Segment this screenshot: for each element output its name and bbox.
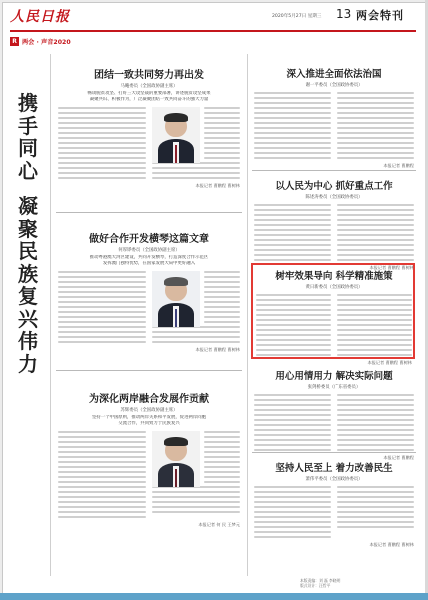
- masthead-rule: [10, 30, 416, 32]
- article-byline: 黄日新委员（全国政协委员）: [305, 285, 363, 290]
- article-byline: 马飚委员（全国政协副主席）: [120, 84, 178, 89]
- article-left-2: [58, 230, 240, 353]
- article-byline: 张剑桥委员（广东省委员）: [307, 385, 361, 390]
- section-tag-icon: R: [10, 37, 19, 46]
- article-signoff: 本报记者 曹鹏程 曹树林: [195, 183, 240, 188]
- vertical-char: 力: [18, 351, 38, 376]
- section-tag-text: 两会 · 声音2020: [22, 38, 71, 46]
- article-lead: 畅谈脱贫攻坚、打好三大攻坚战的重要部署，讲述脱贫攻坚成果 凝聚共识、积极作为，广泛凝聚团结一致共同奋斗的强大力量: [87, 91, 211, 102]
- vertical-char: 手: [18, 113, 38, 138]
- vertical-char: 心: [18, 158, 38, 183]
- article-right-2: [254, 178, 414, 271]
- article-headline[interactable]: 为深化两岸融合发展作贡献: [89, 394, 209, 405]
- masthead: [10, 6, 416, 28]
- column-rule: [50, 54, 51, 576]
- article-headline[interactable]: 坚持人民至上 着力改善民生: [275, 463, 393, 474]
- vertical-char: 携: [18, 91, 38, 115]
- vertical-char: 伟: [18, 329, 38, 353]
- vertical-char: 凝: [18, 194, 38, 218]
- vertical-char: 族: [18, 261, 38, 286]
- vertical-char: 民: [18, 239, 38, 263]
- vertical-char: 聚: [18, 216, 38, 241]
- article-left-1: [58, 66, 240, 189]
- article-right-1: [254, 66, 414, 169]
- article-byline: 何厚铧委员（全国政协副主席）: [118, 248, 180, 253]
- article-rule: [252, 170, 416, 171]
- article-right-4: [254, 368, 414, 461]
- vertical-char: 兴: [18, 306, 38, 331]
- article-right-5: [254, 460, 414, 548]
- article-byline: 苏辉委员（全国政协副主席）: [120, 408, 178, 413]
- article-signoff: 本报记者 曹鹏程 曹树林: [195, 347, 240, 352]
- article-rule: [56, 212, 242, 213]
- vertical-headline: [14, 92, 42, 375]
- article-headline[interactable]: 树牢效果导向 科学精准施策: [275, 271, 393, 282]
- issue-date: 2020年5月27日 星期三: [272, 14, 322, 19]
- article-signoff: 本报记者 曹鹏程 曹树林: [369, 542, 414, 547]
- article-lead: 推动粤港澳大湾区建设，共同开发横琴，打造深度合作示范区 发挥澳门独特优势，在国家发展大局中更好融入: [89, 255, 209, 266]
- article-headline[interactable]: 用心用情用力 解决实际问题: [275, 371, 393, 382]
- article-signoff: 本报记者 曹鹏程: [383, 455, 414, 460]
- article-byline: 谢一平委员（全国政协委员）: [305, 83, 363, 88]
- article-signoff: 本报记者 曹鹏程: [383, 163, 414, 168]
- page-number: 13: [336, 7, 352, 21]
- bottom-bar: [0, 593, 428, 600]
- newspaper-logo: 人民日报: [10, 9, 70, 25]
- article-headline[interactable]: 团结一致共同努力再出发: [94, 70, 204, 81]
- article-signoff: 本报记者 何 民 王梦元: [198, 522, 240, 527]
- article-signoff: 本报记者 曹鹏程 曹树林: [369, 265, 414, 270]
- column-rule: [247, 54, 248, 576]
- article-byline: 陈述涛委员（全国政协委员）: [305, 195, 363, 200]
- delegate-photo: [152, 271, 200, 327]
- article-lead: 坚持一个中国原则，推动两岸关系和平发展，促进两岸同胞 交流合作，共同致力于民族复兴: [91, 415, 207, 426]
- article-rule: [252, 452, 416, 453]
- vertical-char: 同: [18, 136, 38, 160]
- article-headline[interactable]: 做好合作开发横琴这篇文章: [89, 234, 209, 245]
- vertical-char: 复: [18, 284, 38, 308]
- article-left-3: [58, 390, 240, 528]
- section-title: 两会特刊: [356, 9, 404, 22]
- article-signoff: 本报记者 曹鹏程 曹树林: [367, 360, 412, 365]
- section-tag: [10, 36, 71, 46]
- delegate-photo: [152, 431, 200, 487]
- article-byline: 萧伟平委员（全国政协委员）: [305, 477, 363, 482]
- article-headline[interactable]: 以人民为中心 抓好重点工作: [275, 181, 393, 192]
- footer-credits: 本版责编：刘 磊 李晓明 版式设计：汪哲平: [300, 578, 341, 588]
- highlight-box: [251, 263, 415, 359]
- delegate-photo: [152, 107, 200, 163]
- article-headline[interactable]: 深入推进全面依法治国: [286, 69, 382, 80]
- article-rule: [56, 370, 242, 371]
